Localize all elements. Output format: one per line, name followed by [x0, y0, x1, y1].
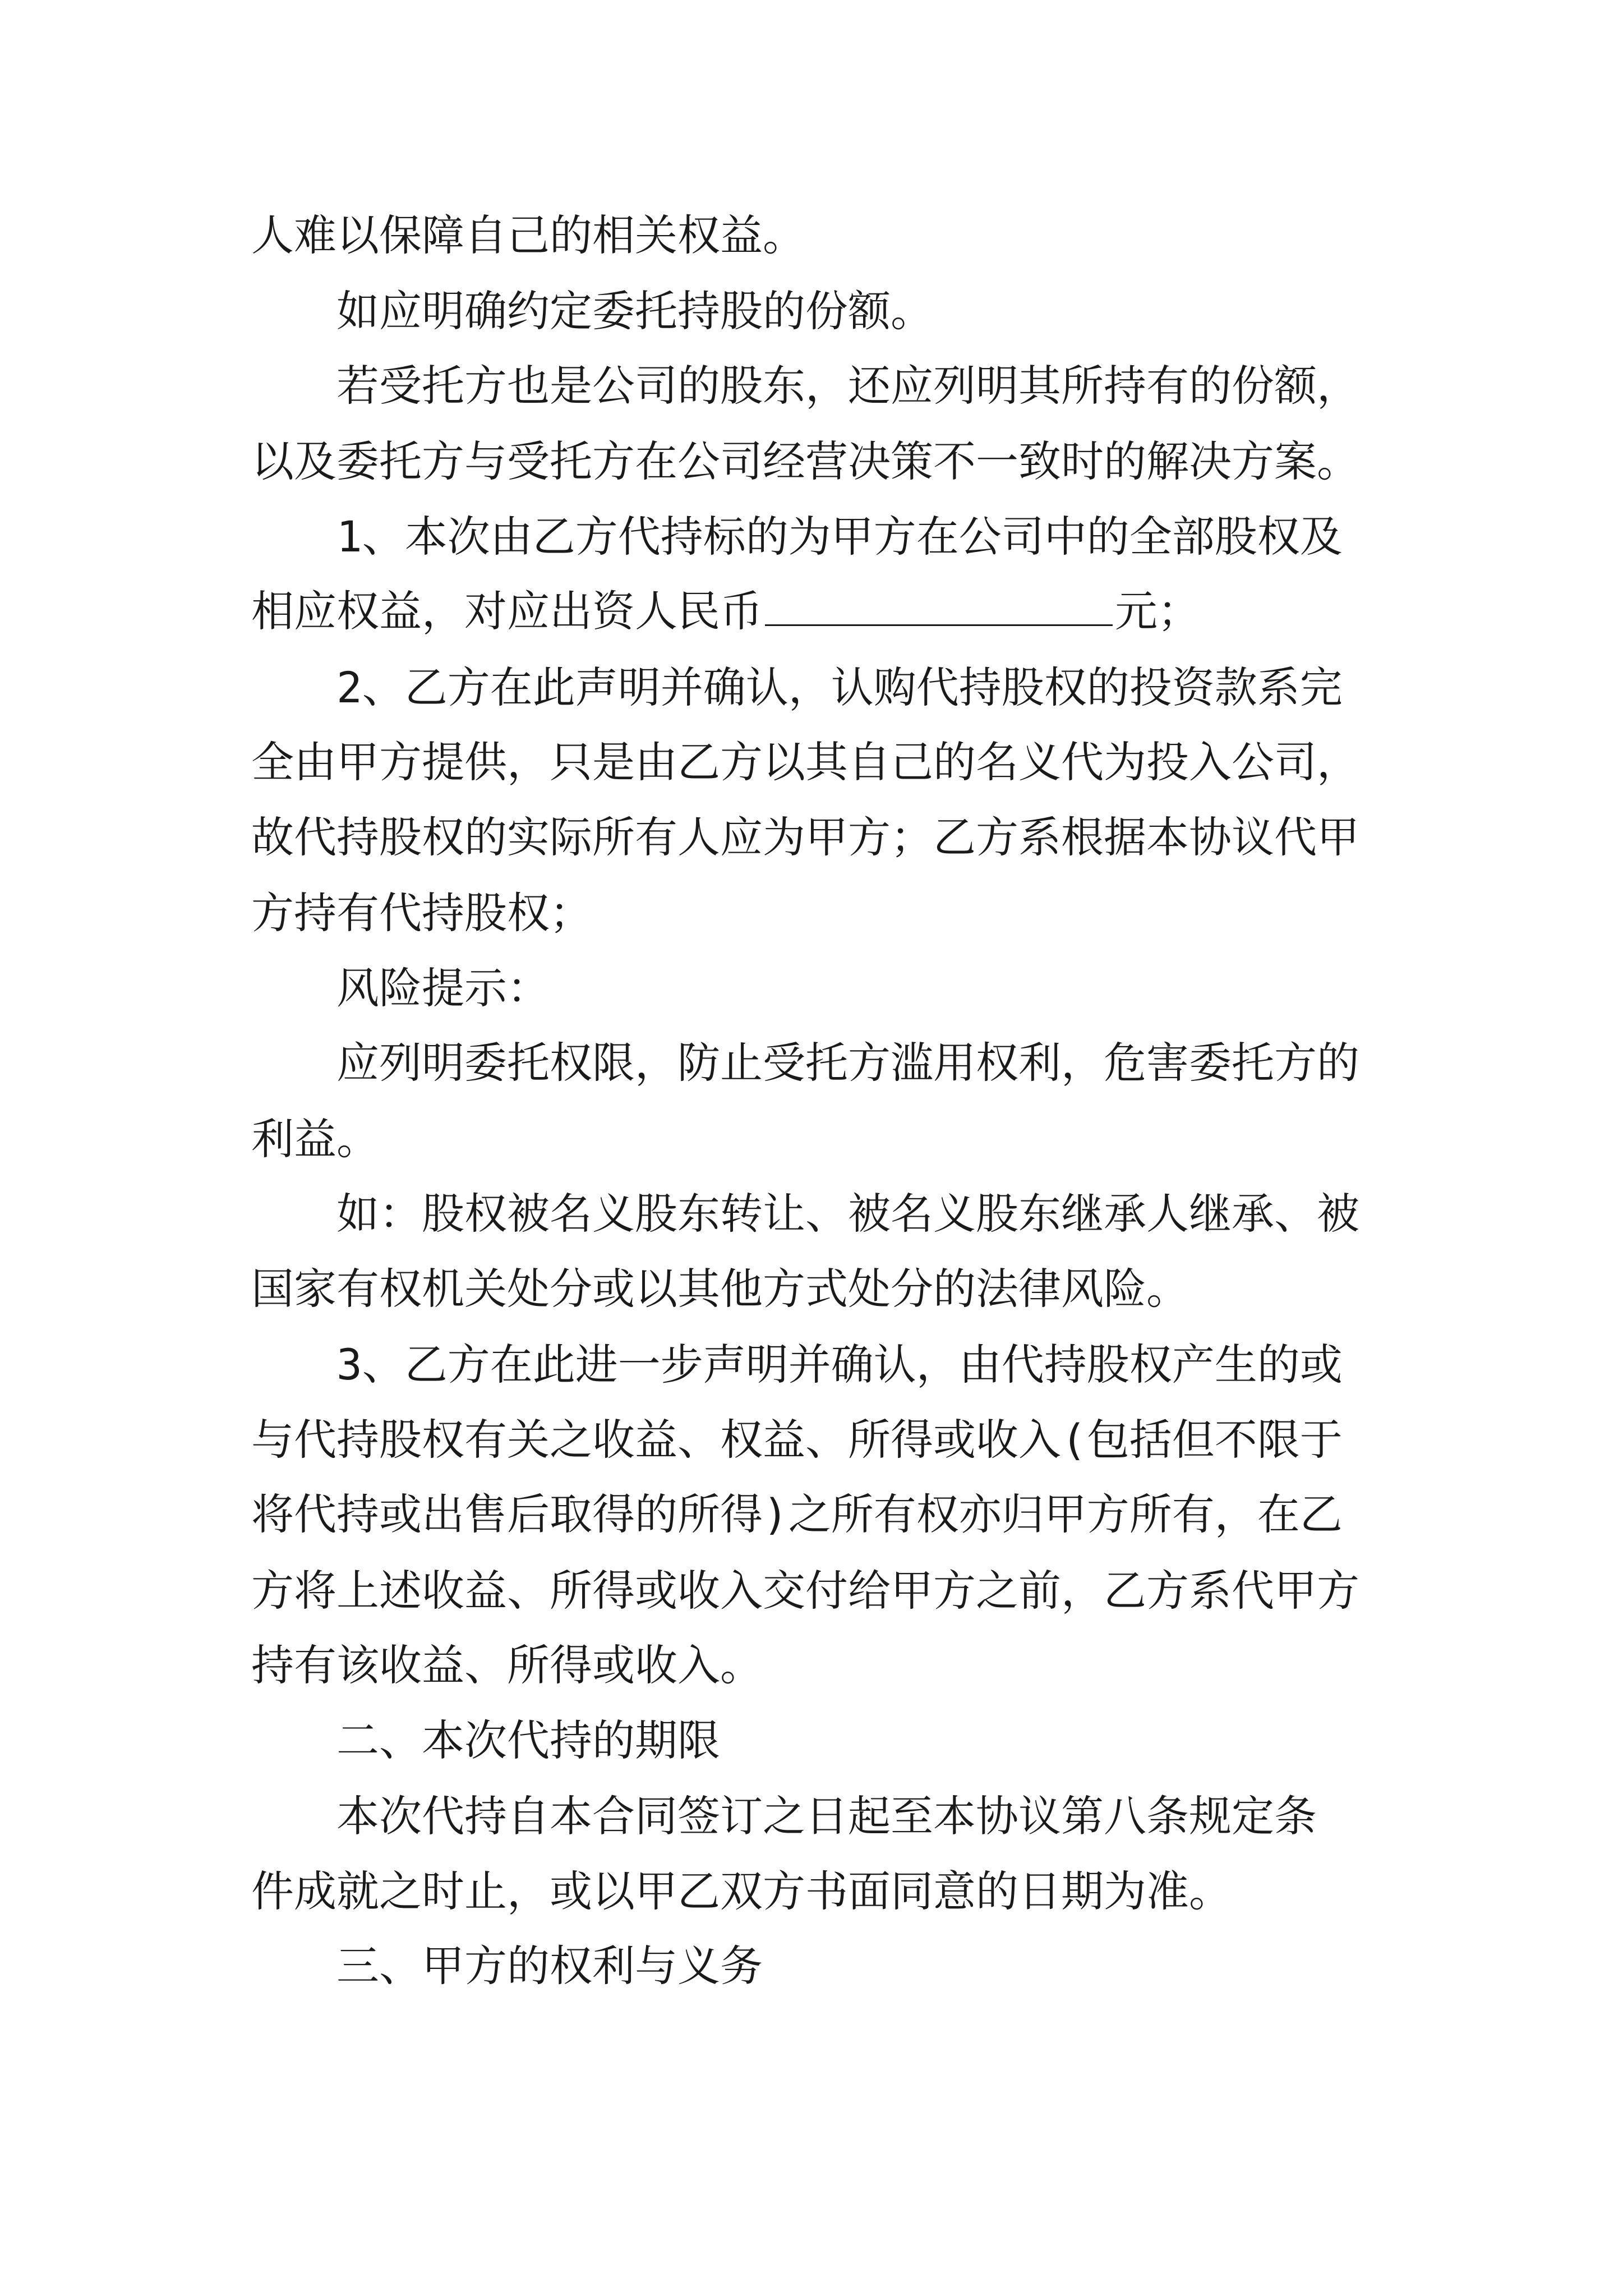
text-line	[251, 581, 1395, 642]
text-line: 三、甲方的权利与义务	[336, 1941, 763, 1991]
text-line: 风险提示：	[336, 963, 550, 1013]
text-line: 故代持股权的实际所有人应为甲方；乙方系根据本协议代甲	[251, 812, 1359, 862]
text-line: 国家有权机关处分或以其他方式处分的法律风险。	[251, 1264, 1189, 1314]
text-line: 将代持或出售后取得的所得)之所有权亦归甲方所有，在乙	[251, 1489, 1343, 1539]
text-line: 二、本次代持的期限	[336, 1715, 720, 1765]
text-line: 件成就之时止，或以甲乙双方书面同意的日期为准。	[251, 1866, 1232, 1916]
text-line: 人难以保障自己的相关权益。	[251, 210, 805, 260]
text-line: 如应明确约定委托持股的份额。	[336, 286, 933, 336]
text-line: 持有该收益、所得或收入。	[251, 1640, 763, 1690]
text-line: 2、乙方在此声明并确认，认购代持股权的投资款系完	[336, 662, 1343, 712]
text-line: 与代持股权有关之收益、权益、所得或收入(包括但不限于	[251, 1415, 1343, 1465]
text-segment: 相应权益，对应出资人民币	[251, 586, 763, 636]
text-segment: 元；	[1115, 586, 1200, 636]
text-line: 以及委托方与受托方在公司经营决策不一致时的解决方案。	[251, 436, 1359, 486]
text-line: 利益。	[251, 1114, 379, 1164]
text-line: 3、乙方在此进一步声明并确认，由代持股权产生的或	[336, 1340, 1343, 1389]
text-line: 应列明委托权限，防止受托方滥用权利，危害委托方的	[336, 1038, 1359, 1088]
text-line: 1、本次由乙方代持标的为甲方在公司中的全部股权及	[336, 512, 1343, 562]
text-line: 本次代持自本合同签订之日起至本协议第八条规定条	[336, 1791, 1317, 1841]
fill-in-blank	[765, 585, 1113, 626]
text-line: 全由甲方提供，只是由乙方以其自己的名义代为投入公司，	[251, 737, 1359, 787]
text-line: 方持有代持股权；	[251, 888, 592, 938]
text-line: 如：股权被名义股东转让、被名义股东继承人继承、被	[336, 1189, 1359, 1239]
text-line: 若受托方也是公司的股东，还应列明其所持有的份额，	[336, 361, 1359, 411]
text-line: 方将上述收益、所得或收入交付给甲方之前，乙方系代甲方	[251, 1566, 1359, 1616]
